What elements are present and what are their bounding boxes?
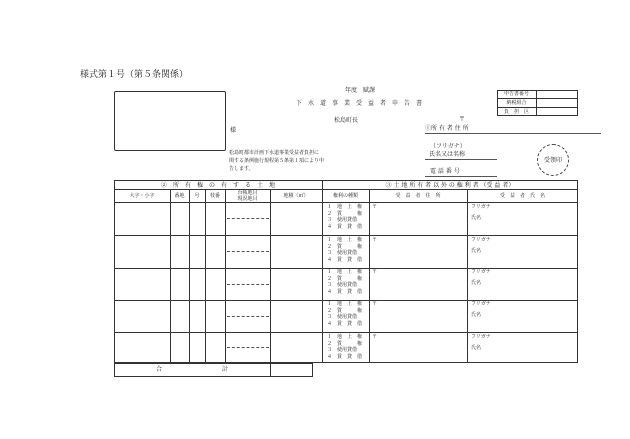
- row-name: 氏名: [471, 345, 482, 351]
- office-row-label: 申告書番号: [503, 91, 529, 97]
- year-line: 年度 賦課: [345, 87, 376, 94]
- office-row-label: 納税組合: [506, 100, 527, 106]
- col-header-area-sqm: 地積（㎡）: [283, 193, 309, 199]
- row-name: 氏名: [471, 312, 482, 318]
- col-header-area: 大字・小字: [129, 193, 155, 199]
- row-furigana: フリガナ: [471, 334, 491, 340]
- phone-underline: [425, 176, 497, 177]
- phone-label: 電 話 番 号: [430, 168, 460, 175]
- row-postal: 〒: [372, 334, 378, 340]
- row-postal: 〒: [372, 237, 378, 243]
- row-furigana: フリガナ: [471, 237, 491, 243]
- row-postal: 〒: [372, 204, 378, 210]
- row-furigana: フリガナ: [471, 269, 491, 275]
- row-name: 氏名: [471, 215, 482, 221]
- rights-section-heading: ③ 土 地 所 有 者 以 外 の 権 利 者 （受 益 者）: [385, 181, 515, 189]
- name-underline: [425, 159, 497, 160]
- col-header-current-category: 現況地目: [237, 195, 258, 202]
- postal-mark: 〒: [459, 116, 466, 123]
- declaration-line: 告します。: [229, 166, 254, 172]
- office-row-label: 負 担 区: [503, 108, 529, 115]
- rights-list: １ 地 上 権 ２ 質 権 ３ 使用貸借 ４ 賃 貸 借: [327, 204, 363, 230]
- col-header-register-category: 台帳地目: [237, 189, 258, 196]
- furigana-label: （フリガナ）: [430, 143, 466, 150]
- rights-list: １ 地 上 権 ２ 質 権 ３ 使用貸借 ４ 賃 貸 借: [327, 269, 363, 295]
- row-postal: 〒: [372, 269, 378, 275]
- mayor-label: 松島町長: [334, 117, 359, 124]
- form-title: 様式第１号（第５条関係）: [80, 70, 189, 80]
- total-label-right: 計: [222, 366, 229, 373]
- owner-address-underline: [425, 133, 601, 134]
- land-section-heading: ② 所 有 権 の 有 す る 土 地: [160, 181, 275, 189]
- col-header-lot: 番地: [174, 193, 185, 199]
- row-postal: 〒: [372, 301, 378, 307]
- owner-address-label: ①所 有 者 住 所: [425, 125, 469, 132]
- rights-list: １ 地 上 権 ２ 質 権 ３ 使用貸借 ４ 賃 貸 借: [327, 237, 363, 263]
- document-title: 下 水 道 事 業 受 益 者 申 告 書: [296, 100, 423, 107]
- total-label-left: 合: [156, 366, 163, 373]
- row-name: 氏名: [471, 248, 482, 254]
- row-furigana: フリガナ: [471, 204, 491, 210]
- declaration-line: 松島町都市計画下水道事業受益者負担に: [229, 150, 320, 156]
- col-header-number: 号: [194, 193, 200, 199]
- col-header-beneficiary-name: 受 益 者 氏 名: [499, 193, 545, 199]
- address-box: [114, 91, 226, 151]
- col-header-branch: 枝番: [209, 193, 220, 199]
- name-label: 氏名又は名称: [429, 151, 466, 158]
- rights-list: １ 地 上 権 ２ 質 権 ３ 使用貸借 ４ 賃 貸 借: [327, 301, 363, 327]
- row-name: 氏名: [471, 280, 482, 286]
- row-furigana: フリガナ: [471, 301, 491, 307]
- declaration-line: 関する条例施行規程第５条第１項により申: [229, 158, 325, 164]
- rights-list: １ 地 上 権 ２ 質 権 ３ 使用貸借 ４ 賃 貸 借: [327, 334, 363, 360]
- col-header-beneficiary-address: 受 益 者 住 所: [395, 193, 441, 199]
- seal-label: 受領印: [543, 156, 562, 164]
- addressee-suffix: 様: [230, 127, 237, 134]
- col-header-right-type: 権利の種類: [332, 193, 358, 199]
